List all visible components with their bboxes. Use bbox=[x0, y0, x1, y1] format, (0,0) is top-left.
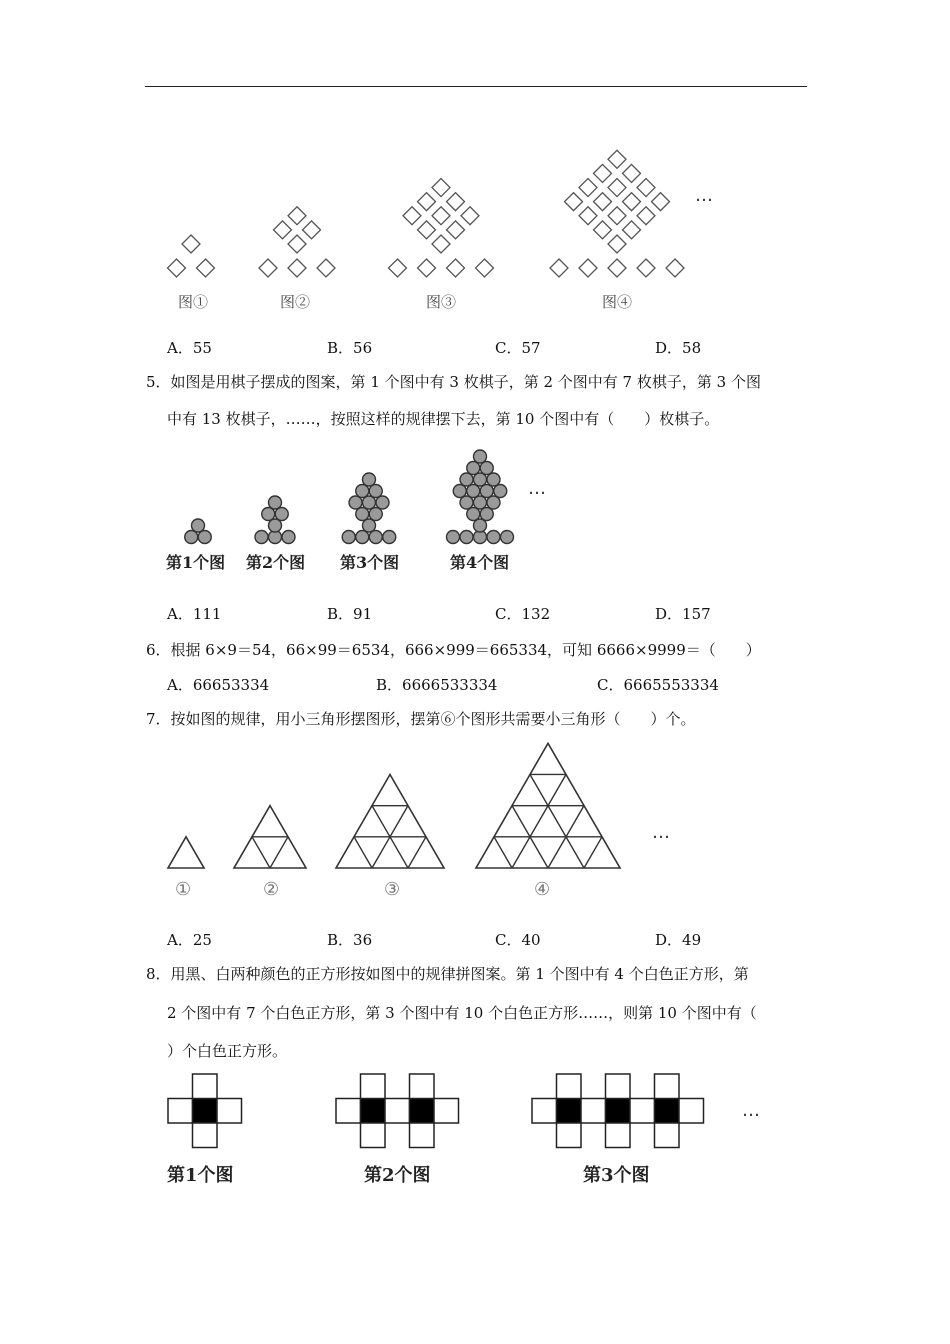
white-square bbox=[655, 1123, 680, 1148]
triangle-grid-line bbox=[584, 837, 602, 868]
triangle-grid-line bbox=[494, 837, 512, 868]
white-square bbox=[655, 1074, 680, 1099]
triangle-grid-line bbox=[354, 837, 372, 868]
q6-question-line-1: 6．根据 6×9＝54，66×99＝6534，666×999＝665334，可知 6666×9999＝（ ） bbox=[146, 641, 761, 659]
q4-caption-2: 图② bbox=[280, 293, 311, 311]
chess-piece bbox=[494, 485, 507, 498]
white-square bbox=[606, 1074, 631, 1099]
diamond-piece bbox=[168, 259, 186, 277]
chess-piece bbox=[192, 519, 205, 532]
white-square bbox=[434, 1099, 459, 1124]
diamond-piece bbox=[418, 259, 436, 277]
q8-caption-3: 第3个图 bbox=[583, 1165, 650, 1186]
q8-question-line-3: ）个白色正方形。 bbox=[167, 1042, 288, 1060]
q4-caption-4: 图④ bbox=[602, 293, 633, 311]
q8-question-line-2: 2 个图中有 7 个白色正方形，第 3 个图中有 10 个白色正方形……，则第 10 个图中有（ bbox=[167, 1004, 757, 1022]
white-square bbox=[410, 1074, 435, 1099]
diamond-piece bbox=[594, 221, 612, 239]
chess-piece bbox=[480, 508, 493, 521]
chess-piece bbox=[275, 508, 288, 521]
q4-option-b[interactable]: B．56 bbox=[327, 339, 373, 357]
chess-piece bbox=[349, 496, 362, 509]
chess-piece bbox=[447, 531, 460, 544]
white-square bbox=[217, 1099, 242, 1124]
white-square bbox=[336, 1099, 361, 1124]
q7-option-b[interactable]: B．36 bbox=[327, 931, 373, 949]
black-square bbox=[410, 1099, 435, 1124]
chess-piece bbox=[363, 473, 376, 486]
chess-piece bbox=[369, 485, 382, 498]
diamond-piece bbox=[317, 259, 335, 277]
diamond-piece bbox=[182, 235, 200, 253]
chess-piece bbox=[460, 473, 473, 486]
square-pattern-figure bbox=[160, 1068, 780, 1158]
diamond-piece bbox=[432, 235, 450, 253]
q7-caption-4: ④ bbox=[534, 879, 551, 900]
chess-piece bbox=[356, 531, 369, 544]
diamond-piece bbox=[608, 207, 626, 225]
q7-caption-2: ② bbox=[263, 879, 280, 900]
chess-piece bbox=[369, 531, 382, 544]
q5-caption-3: 第3个图 bbox=[340, 553, 400, 572]
diamond-piece bbox=[652, 193, 670, 211]
triangle-outline bbox=[168, 837, 204, 868]
diamond-piece bbox=[447, 221, 465, 239]
chess-piece bbox=[467, 485, 480, 498]
q4-option-c[interactable]: C．57 bbox=[495, 339, 541, 357]
q7-question-line-1: 7．按如图的规律，用小三角形摆图形，摆第⑥个图形共需要小三角形（ ）个。 bbox=[146, 710, 696, 728]
diamond-piece bbox=[259, 259, 277, 277]
diamond-piece bbox=[288, 207, 306, 225]
diamond-piece bbox=[288, 259, 306, 277]
q5-caption-2: 第2个图 bbox=[246, 553, 306, 572]
ellipsis: … bbox=[742, 1100, 760, 1121]
triangle-grid-line bbox=[408, 837, 426, 868]
chess-piece bbox=[269, 496, 282, 509]
diamond-piece bbox=[637, 179, 655, 197]
white-square bbox=[557, 1123, 582, 1148]
white-square bbox=[193, 1074, 218, 1099]
chess-piece bbox=[467, 508, 480, 521]
white-square bbox=[168, 1099, 193, 1124]
diamond-piece bbox=[608, 259, 626, 277]
q5-option-d[interactable]: D．157 bbox=[655, 605, 711, 623]
chess-piece bbox=[369, 508, 382, 521]
chess-piece bbox=[282, 531, 295, 544]
chess-piece bbox=[255, 531, 268, 544]
chess-piece bbox=[269, 519, 282, 532]
triangle-outline bbox=[336, 774, 444, 868]
diamond-piece bbox=[274, 221, 292, 239]
black-square bbox=[557, 1099, 582, 1124]
diamond-piece bbox=[565, 193, 583, 211]
chess-piece bbox=[467, 462, 480, 475]
q5-caption-1: 第1个图 bbox=[166, 553, 226, 572]
diamond-piece bbox=[432, 179, 450, 197]
white-square bbox=[679, 1099, 704, 1124]
triangle-pattern-figure bbox=[160, 738, 690, 878]
chess-piece bbox=[460, 496, 473, 509]
diamond-piece bbox=[389, 259, 407, 277]
q5-option-c[interactable]: C．132 bbox=[495, 605, 551, 623]
white-square bbox=[385, 1099, 410, 1124]
diamond-piece bbox=[623, 221, 641, 239]
q5-caption-4: 第4个图 bbox=[450, 553, 510, 572]
chess-piece bbox=[262, 508, 275, 521]
q8-question-line-1: 8．用黑、白两种颜色的正方形按如图中的规律拼图案。第 1 个图中有 4 个白色正方形，第 bbox=[146, 965, 749, 983]
diamond-piece bbox=[579, 207, 597, 225]
chess-piece bbox=[474, 450, 487, 463]
chess-piece bbox=[480, 485, 493, 498]
diamond-piece bbox=[608, 150, 626, 168]
diamond-piece bbox=[418, 221, 436, 239]
diamond-piece bbox=[197, 259, 215, 277]
diamond-pattern-figure bbox=[150, 115, 740, 285]
diamond-piece bbox=[288, 235, 306, 253]
diamond-piece bbox=[637, 259, 655, 277]
chess-piece bbox=[487, 473, 500, 486]
q7-option-c[interactable]: C．40 bbox=[495, 931, 541, 949]
chess-piece bbox=[474, 473, 487, 486]
chess-piece bbox=[474, 519, 487, 532]
chess-piece bbox=[480, 462, 493, 475]
white-square bbox=[410, 1123, 435, 1148]
white-square bbox=[532, 1099, 557, 1124]
diamond-piece bbox=[594, 193, 612, 211]
chess-piece bbox=[356, 508, 369, 521]
white-square bbox=[361, 1074, 386, 1099]
triangle-grid-line bbox=[270, 837, 288, 868]
diamond-piece bbox=[579, 259, 597, 277]
triangle-grid-line bbox=[512, 774, 566, 868]
q7-caption-3: ③ bbox=[384, 879, 401, 900]
white-square bbox=[630, 1099, 655, 1124]
q4-caption-3: 图③ bbox=[426, 293, 457, 311]
black-square bbox=[193, 1099, 218, 1124]
white-square bbox=[581, 1099, 606, 1124]
q4-caption-1: 图① bbox=[178, 293, 209, 311]
q5-question-line-2: 中有 13 枚棋子，……，按照这样的规律摆下去，第 10 个图中有（ ）枚棋子。 bbox=[167, 410, 720, 428]
chess-piece bbox=[363, 519, 376, 532]
q7-option-a[interactable]: A．25 bbox=[167, 931, 212, 949]
black-square bbox=[361, 1099, 386, 1124]
header-rule bbox=[145, 86, 807, 87]
diamond-piece bbox=[403, 207, 421, 225]
diamond-piece bbox=[579, 179, 597, 197]
diamond-piece bbox=[447, 193, 465, 211]
diamond-piece bbox=[594, 164, 612, 182]
chess-piece bbox=[185, 531, 198, 544]
q5-option-b[interactable]: B．91 bbox=[327, 605, 373, 623]
diamond-piece bbox=[623, 164, 641, 182]
diamond-piece bbox=[608, 179, 626, 197]
diamond-piece bbox=[623, 193, 641, 211]
diamond-piece bbox=[666, 259, 684, 277]
diamond-piece bbox=[637, 207, 655, 225]
triangle-grid-line bbox=[530, 774, 584, 868]
q8-caption-1: 第1个图 bbox=[167, 1165, 234, 1186]
q4-option-a[interactable]: A．55 bbox=[167, 339, 212, 357]
diamond-piece bbox=[550, 259, 568, 277]
chess-piece bbox=[356, 485, 369, 498]
q4-option-d[interactable]: D．58 bbox=[655, 339, 702, 357]
q8-caption-2: 第2个图 bbox=[364, 1165, 431, 1186]
diamond-piece bbox=[608, 235, 626, 253]
black-square bbox=[606, 1099, 631, 1124]
chess-piece bbox=[460, 531, 473, 544]
chess-piece bbox=[383, 531, 396, 544]
q6-option-a[interactable]: A．66653334 bbox=[167, 676, 270, 694]
diamond-piece bbox=[303, 221, 321, 239]
triangle-grid-line bbox=[584, 743, 602, 868]
white-square bbox=[557, 1074, 582, 1099]
q7-option-d[interactable]: D．49 bbox=[655, 931, 702, 949]
triangle-grid-line bbox=[372, 774, 408, 868]
chess-piece bbox=[363, 496, 376, 509]
triangle-grid-line bbox=[252, 837, 270, 868]
chess-piece bbox=[198, 531, 211, 544]
diamond-piece bbox=[418, 193, 436, 211]
chess-piece bbox=[376, 496, 389, 509]
white-square bbox=[193, 1123, 218, 1148]
diamond-piece bbox=[447, 259, 465, 277]
chess-piece bbox=[487, 496, 500, 509]
ellipsis: … bbox=[652, 822, 670, 843]
chess-piece bbox=[342, 531, 355, 544]
black-square bbox=[655, 1099, 680, 1124]
diamond-piece bbox=[476, 259, 494, 277]
q7-caption-1: ① bbox=[175, 879, 192, 900]
chess-piece bbox=[453, 485, 466, 498]
ellipsis: … bbox=[695, 185, 713, 206]
diamond-piece bbox=[432, 207, 450, 225]
q6-option-b[interactable]: B．6666533334 bbox=[376, 676, 498, 694]
ellipsis: … bbox=[528, 478, 546, 499]
white-square bbox=[361, 1123, 386, 1148]
chess-piece bbox=[501, 531, 514, 544]
q5-question-line-1: 5．如图是用棋子摆成的图案，第 1 个图中有 3 枚棋子，第 2 个图中有 7 枚棋子，第 3 个图 bbox=[146, 373, 761, 391]
q6-option-c[interactable]: C．6665553334 bbox=[597, 676, 719, 694]
chess-piece bbox=[474, 496, 487, 509]
q5-option-a[interactable]: A．111 bbox=[167, 605, 222, 623]
white-square bbox=[606, 1123, 631, 1148]
chess-piece bbox=[487, 531, 500, 544]
diamond-piece bbox=[461, 207, 479, 225]
